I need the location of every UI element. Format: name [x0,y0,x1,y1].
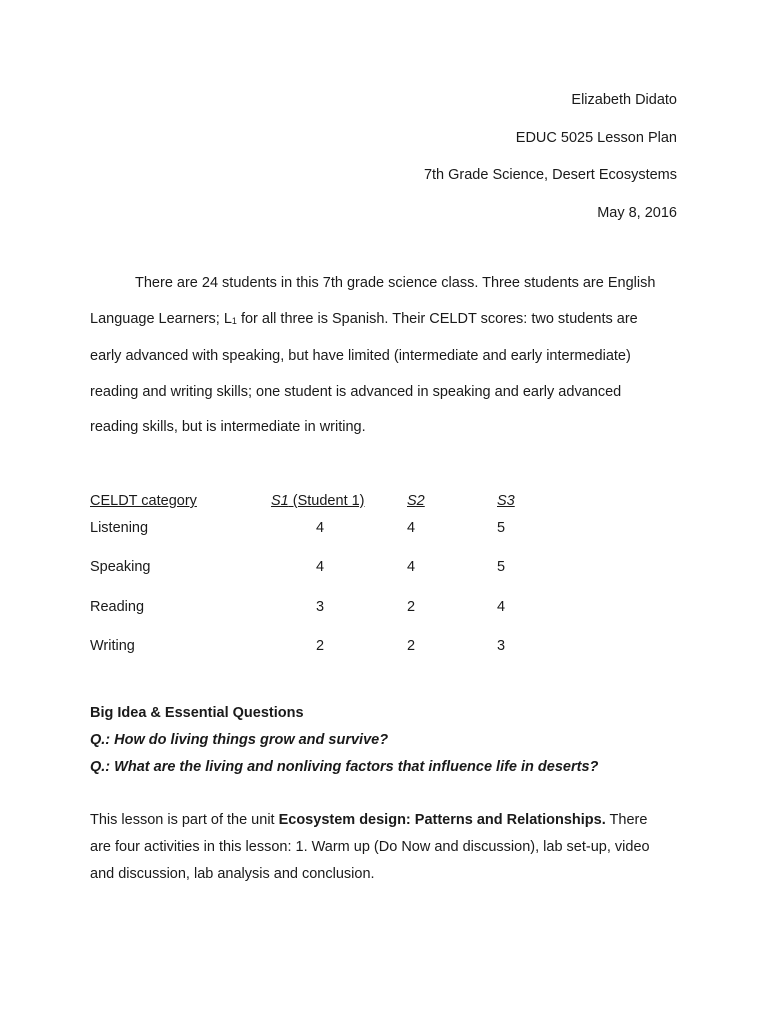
row-s1: 4 [315,520,325,536]
big-idea-heading: Big Idea & Essential Questions [90,705,304,721]
row-category: Writing [90,638,135,654]
row-s1: 4 [315,559,325,575]
l1-subscript: 1 [231,315,237,326]
unit-line-3: and discussion, lab analysis and conclusion. [90,866,375,882]
header-s3: S3 [497,493,515,509]
row-s2: 4 [406,559,416,575]
row-s2: 4 [406,520,416,536]
row-s1: 2 [315,638,325,654]
intro-line-2: Language Learners; $L_1$ for all three is Spanish. Their CELDT scores: two students are [90,310,638,327]
subject-line: 7th Grade Science, Desert Ecosystems [423,167,677,183]
unit-line-1: This lesson is part of the unit Ecosystem design: Patterns and Relationships. There [90,812,648,828]
intro-line-1: There are 24 students in this 7th grade science class. Three students are English [135,275,656,291]
unit-paragraph [90,807,690,888]
intro-line-4: reading and writing skills; one student is advanced in speaking and early advanced [90,383,622,400]
intro-paragraph [90,266,690,446]
row-s2: 2 [406,599,416,615]
essential-question-1: Q.: How do living things grow and survive? [90,732,389,748]
row-s3: 4 [496,599,506,615]
row-s3: 5 [496,559,506,575]
header-s1: S1 (Student 1) [271,493,365,509]
unit-line-2: are four activities in this lesson: 1. Warm up (Do Now and discussion), lab set-up, video [90,839,650,855]
essential-question-2: Q.: What are the living and nonliving factors that influence life in deserts? [90,759,599,775]
row-s1: 3 [315,599,325,615]
row-category: Listening [90,520,149,536]
date-line: May 8, 2016 [597,205,677,221]
row-category: Speaking [90,559,151,575]
row-s3: 3 [496,638,506,654]
author-name: Elizabeth Didato [571,92,677,108]
intro-line-3: early advanced with speaking, but have limited (intermediate and early intermediate) [90,348,631,364]
course-title: EDUC 5025 Lesson Plan [515,130,677,146]
unit-name: Ecosystem design: Patterns and Relationships. [278,812,606,828]
row-category: Reading [90,599,145,615]
header-category: CELDT category [90,493,197,509]
intro-line-5: reading skills, but is intermediate in writing. [90,419,366,435]
header-s2: S2 [407,493,425,509]
row-s2: 2 [406,638,416,654]
row-s3: 5 [496,520,506,536]
